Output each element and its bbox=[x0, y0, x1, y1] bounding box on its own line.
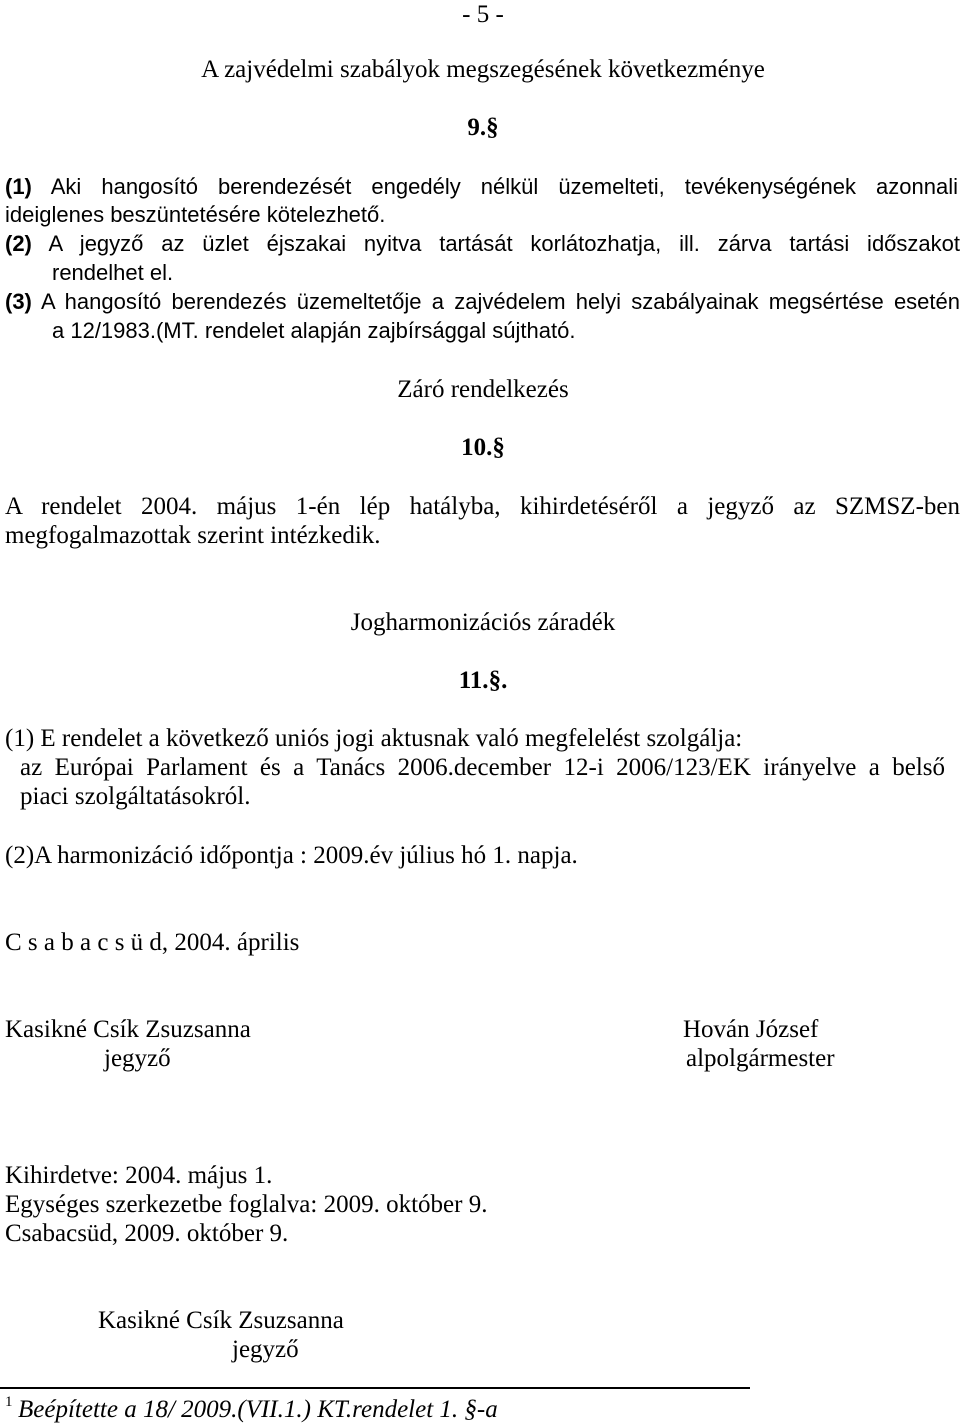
paragraph-sign: § bbox=[492, 434, 505, 461]
paragraph-sign: § bbox=[486, 114, 499, 141]
section-number bbox=[6, 113, 960, 142]
published-date: Kihirdetve: 2004. május 1. bbox=[5, 1162, 273, 1189]
signatory-title: alpolgármester bbox=[686, 1045, 835, 1072]
paragraph-label: (3) bbox=[5, 289, 32, 314]
section-heading: Jogharmonizációs záradék bbox=[350, 609, 616, 636]
signatory-title: jegyző bbox=[104, 1045, 171, 1072]
section-number bbox=[6, 433, 960, 462]
paragraph-text: Aki hangosító berendezését engedély nélkül üzemelteti, tevékenységének azonnali bbox=[50, 174, 958, 199]
place-date: C s a b a c s ü d, 2004. április bbox=[5, 929, 300, 956]
publication-place-date: Csabacsüd, 2009. október 9. bbox=[5, 1220, 289, 1247]
section-number-value: 11. bbox=[458, 667, 489, 694]
consolidated-date: Egységes szerkezetbe foglalva: 2009. október 9. bbox=[5, 1191, 488, 1218]
paragraph-label: (1) bbox=[5, 174, 32, 199]
footnote-separator bbox=[0, 1387, 750, 1389]
paragraph-1-line-1 bbox=[5, 172, 958, 201]
paragraph-text: A jegyző az üzlet éjszakai nyitva tartását korlátozhatja, ill. zárva tartási időszakot bbox=[48, 231, 960, 256]
section-number-value: 10. bbox=[461, 434, 493, 461]
page-number: - 5 - bbox=[462, 1, 504, 28]
footnote-text: Beépítette a 18/ 2009.(VII.1.) KT.rendelet 1. §-a bbox=[18, 1396, 498, 1423]
section-heading: A zajvédelmi szabályok megszegésének következménye bbox=[201, 56, 765, 83]
section-10-line-2: megfogalmazottak szerint intézkedik. bbox=[5, 522, 381, 549]
footnote-marker: 1 bbox=[5, 1394, 13, 1410]
paragraph-2-line-1 bbox=[5, 229, 960, 258]
section-heading: Záró rendelkezés bbox=[397, 376, 569, 403]
section-11-paragraph-2: (2)A harmonizáció időpontja : 2009.év július hó 1. napja. bbox=[5, 842, 578, 869]
signatory-title: jegyző bbox=[232, 1336, 299, 1363]
paragraph-1-line-2: ideiglenes beszüntetésére kötelezhető. bbox=[5, 202, 386, 227]
signatory-name: Hován József bbox=[683, 1016, 819, 1043]
section-11-paragraph-1-line-1: (1) E rendelet a következő uniós jogi aktusnak való megfelelést szolgálja: bbox=[5, 725, 743, 752]
signatory-name: Kasikné Csík Zsuzsanna bbox=[5, 1016, 251, 1043]
section-10-line-1: A rendelet 2004. május 1-én lép hatályba, kihirdetéséről a jegyző az SZMSZ-ben bbox=[5, 493, 960, 520]
section-number-value: 9. bbox=[467, 114, 487, 141]
paragraph-label: (2) bbox=[5, 231, 32, 256]
signatory-name: Kasikné Csík Zsuzsanna bbox=[98, 1307, 344, 1334]
paragraph-3-line-2: a 12/1983.(MT. rendelet alapján zajbírsággal sújtható. bbox=[52, 318, 576, 343]
paragraph-2-line-2: rendelhet el. bbox=[52, 260, 174, 285]
section-number bbox=[6, 666, 960, 695]
section-11-paragraph-1-line-3: piaci szolgáltatásokról. bbox=[20, 783, 251, 810]
section-11-paragraph-1-line-2: az Európai Parlament és a Tanács 2006.december 12-i 2006/123/EK irányelve a belső bbox=[20, 754, 945, 781]
paragraph-text: A hangosító berendezés üzemeltetője a zajvédelem helyi szabályainak megsértése esetén bbox=[40, 289, 960, 314]
paragraph-sign: §. bbox=[488, 667, 508, 694]
paragraph-3-line-1 bbox=[5, 287, 960, 316]
